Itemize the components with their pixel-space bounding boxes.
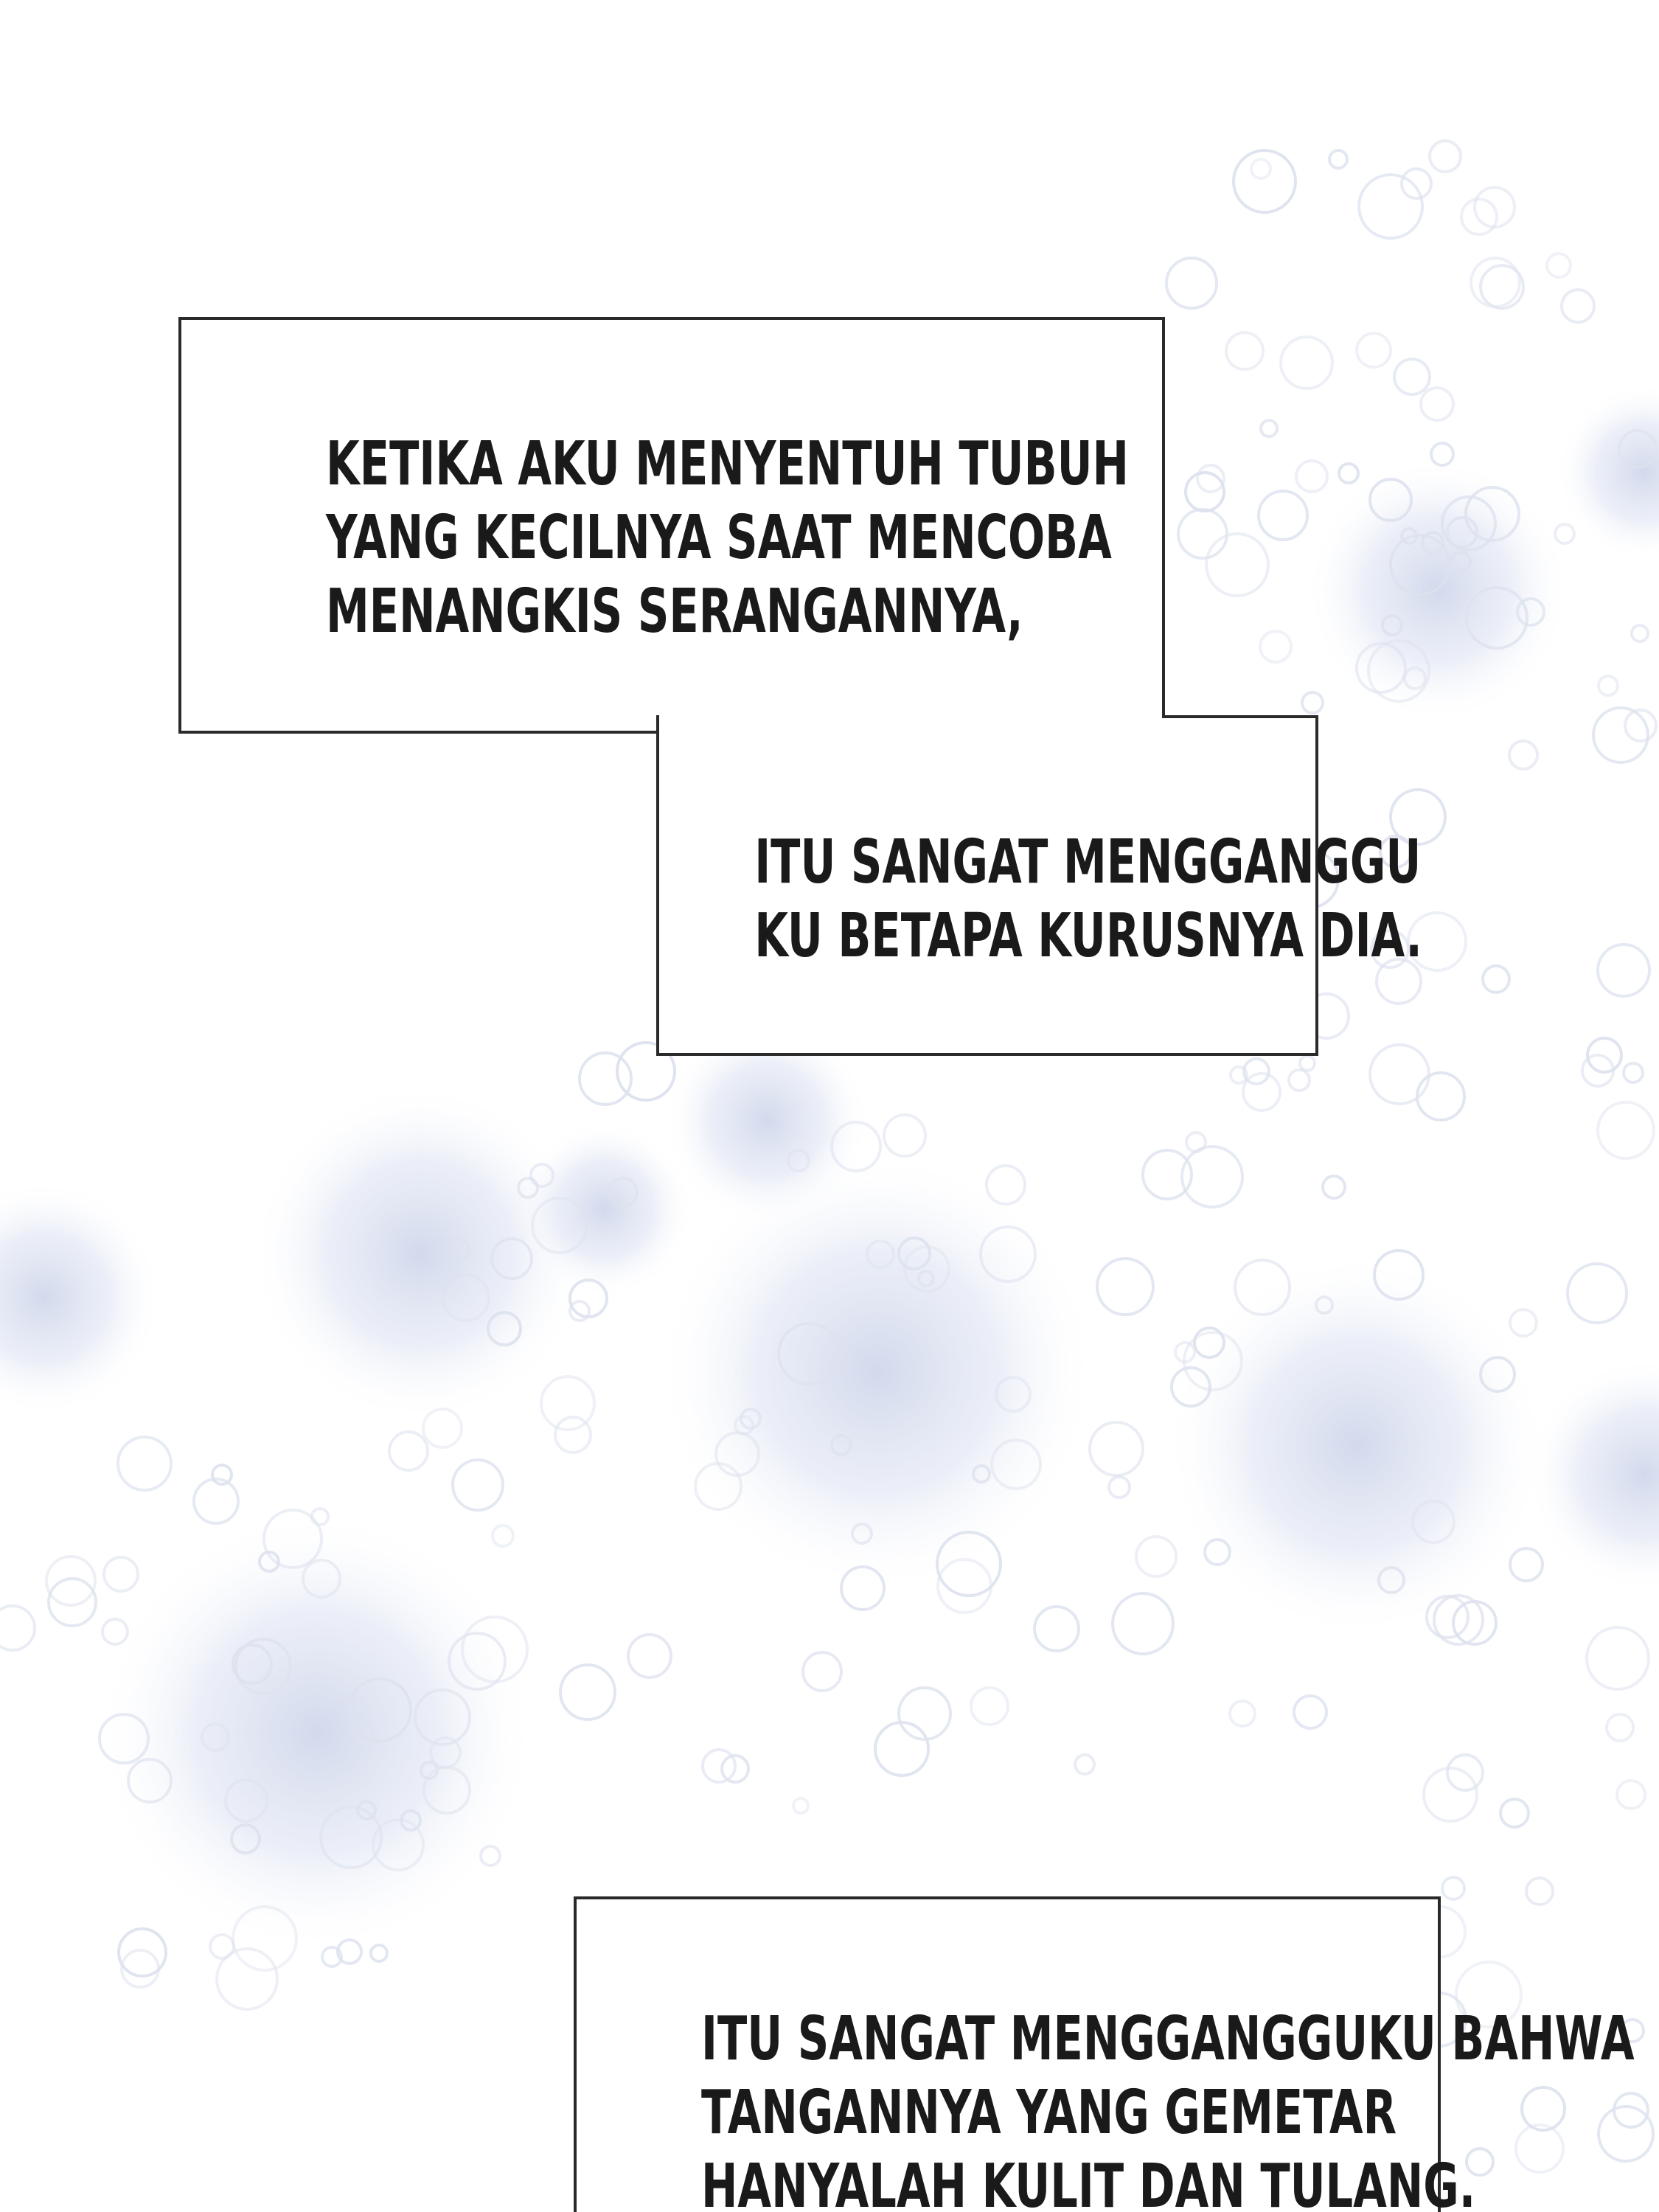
caption-3-line-3: HANYALAH KULIT DAN TULANG. (701, 2152, 1476, 2212)
bubble-ring (194, 1479, 238, 1523)
bubble-ring (1417, 1073, 1464, 1120)
bubble-ring (1500, 1799, 1528, 1827)
bubble-ring (1370, 1045, 1429, 1104)
bubble-ring (1323, 1176, 1345, 1198)
bubble-ring (0, 1606, 35, 1650)
bokeh-blob (0, 1180, 162, 1416)
bubble-ring (580, 1053, 631, 1105)
bubble-ring (1421, 388, 1453, 420)
bokeh-blob (1526, 1357, 1659, 1593)
bubble-ring (1090, 1422, 1143, 1475)
bubble-ring (46, 1557, 95, 1605)
bubble-ring (1294, 1696, 1326, 1728)
bubble-ring (1260, 631, 1291, 662)
bubble-ring (793, 1798, 808, 1813)
bubble-ring (1206, 534, 1268, 596)
bubble-ring (1632, 625, 1648, 641)
bubble-ring (1587, 1627, 1649, 1689)
bokeh-blob (1165, 1253, 1548, 1637)
bubble-ring (1359, 175, 1422, 238)
caption-3-line-1: ITU SANGAT MENGGANGGUKU BAHWA (701, 2004, 1635, 2074)
bubble-ring (371, 1945, 387, 1961)
bubble-ring (1607, 1714, 1633, 1741)
bubble-ring (1166, 258, 1217, 308)
bubble-ring (217, 1949, 277, 2009)
bubble-ring (899, 1688, 950, 1739)
bubble-ring (1289, 1070, 1310, 1091)
bubble-ring (1614, 2093, 1648, 2127)
bubble-ring (1526, 1878, 1553, 1905)
bubble-ring (1568, 1264, 1627, 1323)
bubble-ring (389, 1432, 428, 1470)
bokeh-blob (516, 1121, 693, 1298)
bubble-ring (628, 1635, 671, 1677)
bubble-ring (1136, 1537, 1176, 1576)
caption-text-2 (754, 826, 1422, 973)
bubble-ring (1547, 254, 1571, 277)
bubble-ring (1230, 1701, 1255, 1726)
bubble-ring (1598, 1102, 1654, 1158)
caption-1-line-3: MENANGKIS SERANGANNYA, (325, 577, 1023, 647)
bubble-ring (1562, 290, 1594, 322)
bubble-ring (1522, 2087, 1565, 2130)
bubble-ring (1599, 676, 1618, 695)
bubble-ring (1617, 1781, 1645, 1809)
bubble-ring (1598, 945, 1649, 996)
bubble-ring (803, 1652, 841, 1691)
caption-joint-mask (659, 708, 1162, 740)
bubble-ring (1394, 359, 1430, 394)
bubble-ring (560, 1665, 615, 1719)
bubble-ring (1251, 159, 1270, 178)
bubble-ring (1510, 1548, 1543, 1581)
bubble-ring (1226, 333, 1263, 369)
caption-text-3 (701, 2003, 1635, 2212)
bubble-ring (1244, 1059, 1269, 1084)
bubble-ring (49, 1579, 96, 1626)
bubble-ring (1510, 1310, 1537, 1336)
bubble-ring (541, 1377, 594, 1430)
bubble-ring (875, 1722, 928, 1775)
bubble-ring (1178, 509, 1227, 558)
bubble-ring (493, 1526, 513, 1546)
bubble-ring (1113, 1593, 1173, 1654)
bubble-ring (1243, 1074, 1280, 1110)
caption-3-line-2: TANGANNYA YANG GEMETAR (701, 2078, 1397, 2148)
bubble-ring (104, 1557, 138, 1591)
bubble-ring (118, 1437, 171, 1490)
bubble-ring (703, 1750, 735, 1782)
caption-text-1 (325, 428, 1129, 649)
bubble-ring (884, 1115, 925, 1156)
bubble-ring (1402, 169, 1431, 198)
bubble-ring (1302, 692, 1323, 713)
bubble-ring (453, 1460, 503, 1510)
bubble-ring (1516, 2125, 1563, 2172)
bubble-ring (1097, 1259, 1153, 1315)
bubble-ring (1593, 708, 1648, 762)
bubble-ring (1442, 1877, 1464, 1899)
bubble-ring (1424, 1768, 1477, 1821)
caption-1-line-1: KETIKA AKU MENYENTUH TUBUH (325, 429, 1129, 499)
caption-joint-mask-2 (1158, 718, 1315, 740)
bokeh-blob (1556, 383, 1659, 560)
bubble-ring (1261, 420, 1277, 437)
caption-2-line-2: KU BETAPA KURUSNYA DIA. (754, 901, 1422, 971)
bubble-ring (1259, 491, 1307, 540)
bokeh-blob (656, 1150, 1099, 1593)
bubble-ring (1109, 1477, 1130, 1498)
bokeh-blob (96, 1512, 538, 1954)
bubble-ring (1509, 741, 1537, 769)
bubble-ring (1357, 333, 1391, 367)
bubble-ring (1339, 464, 1358, 483)
caption-1-line-2: YANG KECILNYA SAAT MENCOBA (325, 503, 1112, 573)
caption-2-line-1: ITU SANGAT MENGGANGGU (754, 827, 1422, 897)
bubble-ring (1430, 141, 1461, 172)
bubble-ring (1624, 1063, 1643, 1082)
bubble-ring (1461, 199, 1497, 234)
bubble-ring (1300, 1056, 1315, 1071)
bubble-ring (1075, 1755, 1094, 1774)
bubble-ring (1296, 461, 1327, 492)
bubble-ring (971, 1688, 1008, 1725)
bubble-ring (1329, 150, 1347, 168)
bubble-ring (1034, 1607, 1079, 1651)
bubble-ring (1483, 966, 1509, 992)
bubble-ring (1599, 2107, 1653, 2161)
bubble-ring (1281, 337, 1332, 389)
